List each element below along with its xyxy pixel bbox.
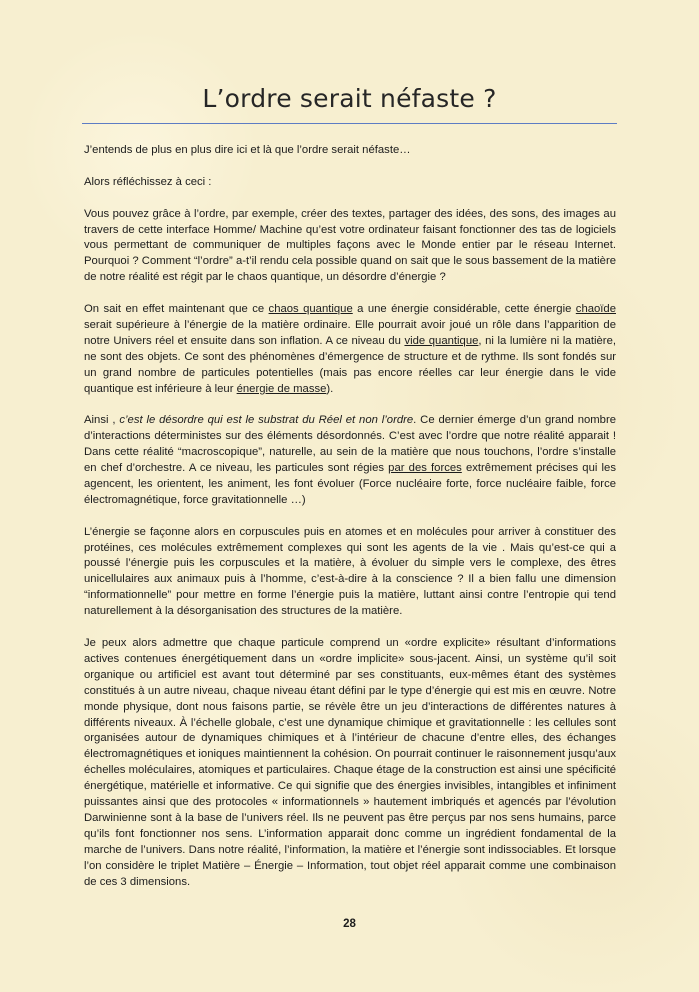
prompt-paragraph: Alors réfléchissez à ceci : — [84, 175, 212, 188]
link-energie-de-masse[interactable]: énergie de masse — [236, 382, 327, 395]
paragraph-2-text: On sait en effet maintenant que ce — [84, 303, 269, 316]
paragraph-3-text: Ainsi , — [84, 414, 120, 427]
title-divider — [82, 123, 617, 124]
paragraph-2-text: a une énergie considérable, cette énergie — [352, 303, 576, 316]
intro-paragraph: J’entends de plus en plus dire ici et là que l’ordre serait néfaste… — [84, 144, 411, 156]
paragraph-3-text: extrêmement précises qui les agencent, les orientent, les animent, les font évoluer (Force nucléaire forte, force nucléaire faible, force électromagnétique, force gravitationnelle …) — [84, 462, 616, 506]
paragraph-5: Je peux alors admettre que chaque particule comprend un «ordre explicite» résultant d’informations actives contenues énergétiquement dans un «ordre implicite» sous-jacent. Ainsi, un système qu’il soit organique ou artificiel est avant tout déterminé par ses constituants, eux-mêmes étant des systèmes constitués à un autre niveau, chaque niveau étant défini par le type d’énergie qui est mis en œuvre. Notre monde physique, dont nous faisons partie, se révèle être un jeu d’interactions de différentes natures à différents niveaux. À l’échelle globale, c’est une dynamique chimique et gravitationnelle : les cellules sont organisées autour de dynamiques chimiques et à l’intérieur de chacune d’entre elles, des échanges électromagnétiques et ioniques maintiennent la cohésion. On pourrait continuer le raisonnement jusqu’aux échelles moléculaires, atomiques et particulaires. Chaque étage de la construction est ainsi une spécificité énergétique, matérielle et informative. Ce qui signifie que des énergies invisibles, intangibles et infiniment puissantes ainsi que des protocoles « informationnels » hautement imbriqués et agencés par l’évolution Darwinienne sont à la base de l’univers réel. Ils ne peuvent pas être perçus par nos sens humains, parce qu’ils font fonctionner nos sens. L’information apparait donc comme un ingrédient fondamental de la marche de l’univers. Dans notre réalité, l’information, la matière et l’énergie sont indissociables. Et lorsque l’on considère le triplet Matière – Énergie – Information, tout objet réel apparait comme une combinaison de ces 3 dimensions. — [84, 637, 616, 888]
link-chaoide[interactable]: chaoïde — [575, 303, 616, 316]
paragraph-3 — [84, 413, 616, 508]
paragraph-2-text: , ni la lumière ni la matière, ne sont des objets. Ce sont des phénomènes d’émergence de structure et de rythme. Ils sont fondés sur un grand nombre de particules potentielles (mais pas encore réelles car leur énergie dans le vide quantique est inférieure à leur — [84, 334, 616, 395]
paragraph-2-text: ). — [326, 382, 334, 395]
paragraph-2-text: serait supérieure à l’énergie de la matière ordinaire. Elle pourrait avoir joué un rôle dans l’apparition de notre Univers réel et ensuite dans son inflation. A ce niveau du — [84, 318, 616, 347]
article-body — [84, 143, 616, 906]
paragraph-1: Vous pouvez grâce à l’ordre, par exemple, créer des textes, partager des idées, des sons, des images au travers de cette interface Homme/ Machine qu’est votre ordinateur faisant fonctionner des tas de logiciels vous permettant de communiquer de multiples façons avec le Monde entier par le réseau Internet. Pourquoi ? Comment “l’ordre” a-t’il rendu cela possible quand on sait que le sous bassement de la matière de notre réalité est régit par le chaos quantique, un désordre d’énergie ? — [84, 207, 616, 284]
emphasis-text: c’est le désordre qui est le substrat du Réel et non l’ordre — [119, 414, 414, 427]
page-title: L’ordre serait néfaste ? — [202, 84, 497, 113]
page-number: 28 — [343, 918, 356, 930]
paragraph-4: L’énergie se façonne alors en corpuscules puis en atomes et en molécules pour arriver à constituer des protéines, ces molécules extrêmement complexes qui sont les agents de la vie . Mais qu’est-ce qui a poussé l’énergie puis les corpuscules et la matière, à évoluer du simple vers le complexe, des êtres unicellulaires aux animaux puis à l’homme, c’est-à-dire à la conscience ? Il a bien fallu une dimension “informationnelle” pour mettre en forme l’énergie puis la matière, luttant ainsi contre l’entropie qui tend naturellement à la désorganisation des structures de la matière. — [84, 525, 616, 618]
link-chaos-quantique[interactable]: chaos quantique — [268, 303, 353, 316]
link-par-des-forces[interactable]: par des forces — [388, 462, 462, 475]
paragraph-3-text: . Ce dernier émerge d’un grand nombre d’interactions déterministes sur des éléments désordonnés. C’est avec l’ordre que notre réalité apparait ! Dans cette réalité “macroscopique”, naturelle, au sein de la matière que nous touchons, l’ordre s’installe en chef d’orchestre. A ce niveau, les particules sont régies — [84, 414, 617, 475]
link-vide-quantique[interactable]: vide quantique — [404, 334, 479, 347]
paragraph-2 — [84, 302, 616, 397]
